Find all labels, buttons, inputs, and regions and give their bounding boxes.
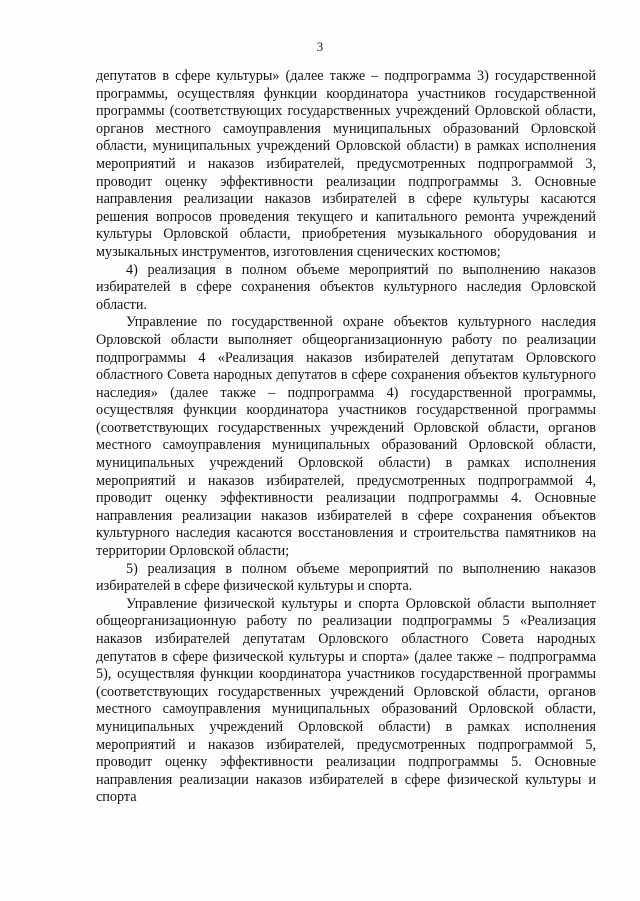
paragraph-subprogram-3-continuation: депутатов в сфере культуры» (далее также – подпрограмма 3) государственной программы, осуществляя функции координатора участников государственной программы (соответствующих государственных учреждений Орловской области, органов местного самоуправления муниципальных образований Орловской области, муниципальных учреждений Орловской области) в рамках исполнения мероприятий и наказов избирателей, предусмотренных подпрограммой 3, проводит оценку эффективности реализации подпрограммы 3. Основные направления реализации наказов избирателей в сфере культуры касаются решения вопросов проведения текущего и капитального ремонта учреждений культуры Орловской области, приобретения музыкального оборудования и музыкальных инструментов, изготовления сценических костюмов; (96, 68, 596, 260)
document-body (96, 68, 596, 807)
paragraph-cultural-heritage-department: Управление по государственной охране объектов культурного наследия Орловской области выполняет общеорганизационную работу по реализации подпрограммы 4 «Реализация наказов избирателей депутатам Орловского областного Совета народных депутатов в сфере сохранения объектов культурного наследия» (далее также – подпрограмма 4) государственной программы, осуществляя функции координатора участников государственной программы (соответствующих государственных учреждений Орловской области, органов местного самоуправления муниципальных образований Орловской области, муниципальных учреждений Орловской области) в рамках исполнения мероприятий и наказов избирателей, предусмотренных подпрограммой 4, проводит оценку эффективности реализации подпрограммы 4. Основные направления реализации наказов избирателей в сфере сохранения объектов культурного наследия касаются восстановления и строительства памятников на территории Орловской области; (96, 314, 596, 560)
paragraph-item-4: 4) реализация в полном объеме мероприятий по выполнению наказов избирателей в сфере сохранения объектов культурного наследия Орловской области. (96, 261, 596, 313)
page-number: 3 (316, 39, 324, 54)
paragraph-item-5: 5) реализация в полном объеме мероприятий по выполнению наказов избирателей в сфере физической культуры и спорта. (96, 560, 596, 595)
paragraph-sports-department: Управление физической культуры и спорта Орловской области выполняет общеорганизационную работу по реализации подпрограммы 5 «Реализация наказов избирателей депутатам Орловского областного Совета народных депутатов в сфере физической культуры и спорта» (далее также – подпрограмма 5), осуществляя функции координатора участников государственной программы (соответствующих государственных учреждений Орловской области, органов местного самоуправления муниципальных образований Орловской области, муниципальных учреждений Орловской области) в рамках исполнения мероприятий и наказов избирателей, предусмотренных подпрограммой 5, проводит оценку эффективности реализации подпрограммы 5. Основные направления реализации наказов избирателей в сфере физической культуры и спорта (96, 595, 596, 806)
